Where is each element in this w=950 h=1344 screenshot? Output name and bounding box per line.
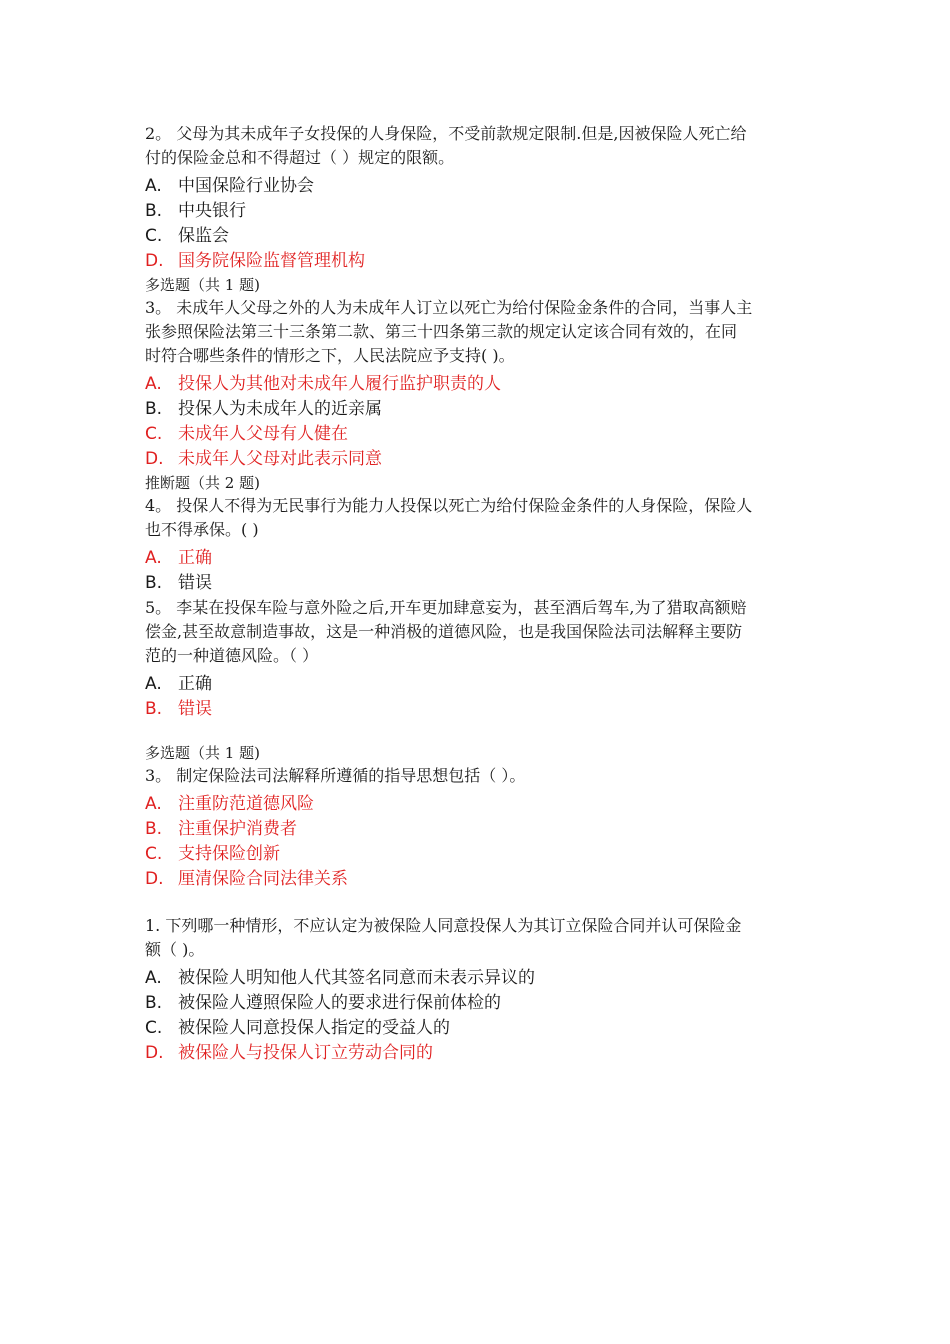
question-1-text [145,914,810,962]
option-letter: B. [145,399,163,419]
option-letter: B. [145,819,163,839]
option-text: 支持保险创新 [178,844,280,864]
option-d-answer [145,1041,810,1066]
question-line: 范的一种道德风险。（ ） [145,646,319,665]
option-a [145,174,810,199]
option-b-answer [145,817,810,842]
option-letter: A. [145,674,162,694]
option-letter: A. [145,374,162,394]
option-letter: D. [145,1043,164,1063]
option-b [145,571,810,596]
question-3a-options [145,372,810,472]
option-a-answer [145,372,810,397]
option-letter: C. [145,226,163,246]
question-5-text [145,596,810,668]
option-text: 正确 [178,548,212,568]
section-header-judge: 推断题（共 2 题) [145,474,260,492]
option-text: 被保险人遵照保险人的要求进行保前体检的 [178,993,501,1013]
option-text: 被保险人同意投保人指定的受益人的 [178,1018,450,1038]
option-text: 被保险人明知他人代其签名同意而未表示异议的 [178,968,535,988]
question-line: 4。 投保人不得为无民事行为能力人投保以死亡为给付保险金条件的人身保险，保险人 [145,496,753,515]
option-text: 中国保险行业协会 [178,176,314,196]
option-b [145,397,810,422]
question-line: 也不得承保。( ) [145,520,259,539]
question-line: 时符合哪些条件的情形之下，人民法院应予支持( )。 [145,346,515,365]
option-text: 投保人为其他对未成年人履行监护职责的人 [178,374,501,394]
option-text: 未成年人父母对此表示同意 [178,449,382,469]
spacer [145,892,810,914]
option-text: 错误 [178,573,212,593]
option-a-answer [145,546,810,571]
document-page [145,122,810,1066]
option-c-answer [145,422,810,447]
option-letter: B. [145,573,163,593]
option-a [145,672,810,697]
option-c [145,1016,810,1041]
question-line: 3。 制定保险法司法解释所遵循的指导思想包括（ ）。 [145,766,526,785]
option-a [145,966,810,991]
option-text: 国务院保险监督管理机构 [178,251,365,271]
question-line: 张参照保险法第三十三条第二款、第三十四条第三款的规定认定该合同有效的，在同 [145,322,738,341]
option-c [145,224,810,249]
question-2-text [145,122,810,170]
option-letter: A. [145,176,162,196]
option-letter: A. [145,794,162,814]
option-text: 投保人为未成年人的近亲属 [178,399,382,419]
question-line: 2。 父母为其未成年子女投保的人身保险，不受前款规定限制.但是,因被保险人死亡给 [145,124,747,143]
question-line: 1. 下列哪一种情形，不应认定为被保险人同意投保人为其订立保险合同并认可保险金 [145,916,742,935]
option-letter: A. [145,548,162,568]
option-text: 厘清保险合同法律关系 [178,869,348,889]
question-line: 5。 李某在投保车险与意外险之后,开车更加肆意妄为，甚至酒后驾车,为了猎取高额赔 [145,598,747,617]
option-text: 中央银行 [178,201,246,221]
option-letter: A. [145,968,162,988]
option-letter: C. [145,1018,163,1038]
question-line: 额（ )。 [145,940,205,959]
option-letter: C. [145,844,163,864]
option-text: 被保险人与投保人订立劳动合同的 [178,1043,433,1063]
option-letter: B. [145,993,163,1013]
option-text: 正确 [178,674,212,694]
option-letter: D. [145,869,164,889]
question-1-options [145,966,810,1066]
option-letter: D. [145,251,164,271]
question-4-options [145,546,810,596]
question-3b-options [145,792,810,892]
question-5-options [145,672,810,722]
option-letter: B. [145,201,163,221]
spacer [145,722,810,742]
question-2-options [145,174,810,274]
option-b [145,199,810,224]
option-a-answer [145,792,810,817]
question-3a-text [145,296,810,368]
section-header-multi: 多选题（共 1 题) [145,276,260,294]
question-line: 付的保险金总和不得超过（ ）规定的限额。 [145,148,455,167]
question-4-text [145,494,810,542]
option-text: 注重防范道德风险 [178,794,314,814]
option-letter: C. [145,424,163,444]
option-b-answer [145,697,810,722]
option-d-answer [145,867,810,892]
option-letter: B. [145,699,163,719]
option-d-answer [145,447,810,472]
option-text: 注重保护消费者 [178,819,297,839]
option-d-answer [145,249,810,274]
section-header-multi: 多选题（共 1 题) [145,744,260,762]
option-letter: D. [145,449,164,469]
question-3b-text [145,764,810,788]
question-line: 偿金,甚至故意制造事故，这是一种消极的道德风险，也是我国保险法司法解释主要防 [145,622,743,641]
option-b [145,991,810,1016]
option-text: 保监会 [178,226,229,246]
option-c-answer [145,842,810,867]
option-text: 未成年人父母有人健在 [178,424,348,444]
question-line: 3。 未成年人父母之外的人为未成年人订立以死亡为给付保险金条件的合同，当事人主 [145,298,753,317]
option-text: 错误 [178,699,212,719]
